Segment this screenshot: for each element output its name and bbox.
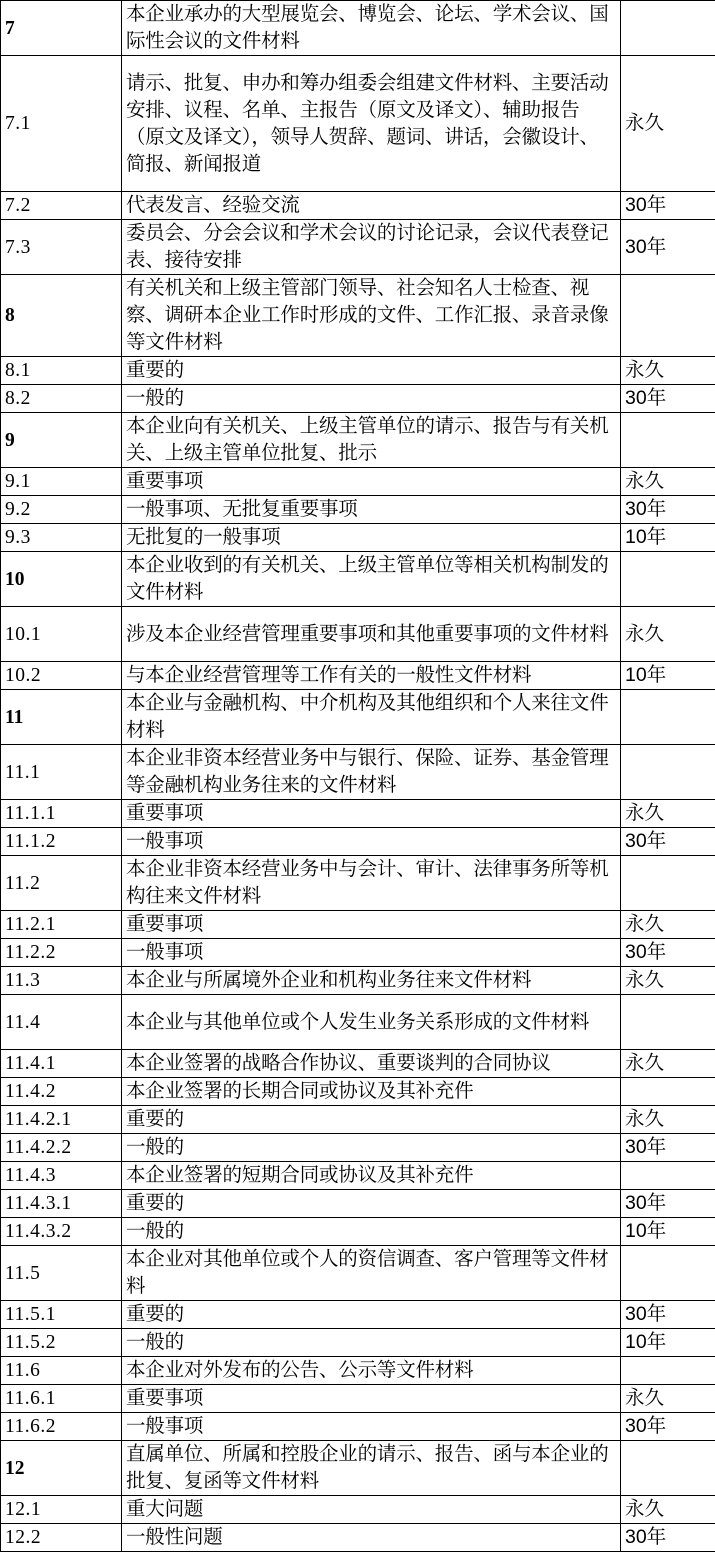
row-retention-term-cell [621,1162,715,1190]
row-retention-term-cell: 10年 [621,1218,715,1246]
row-retention-term-cell: 永久 [621,800,715,828]
table-row [1,220,715,275]
row-code-cell: 8.1 [1,357,122,385]
table-row [1,939,715,967]
row-description-cell: 直属单位、所属和控股企业的请示、报告、函与本企业的批复、复函等文件材料 [122,1441,621,1496]
row-retention-term-cell: 永久 [621,1496,715,1524]
table-row [1,1134,715,1162]
row-retention-term-cell: 30年 [621,939,715,967]
table-row [1,1524,715,1552]
row-code-cell: 12.2 [1,1524,122,1552]
row-description-cell: 一般事项 [122,939,621,967]
table-row [1,828,715,856]
table-row [1,56,715,192]
row-description-cell: 请示、批复、申办和筹办组委会组建文件材料、主要活动安排、议程、名单、主报告（原文及译文）、辅助报告（原文及译文），领导人贺辞、题词、讲话，会徽设计、简报、新闻报道 [122,56,621,192]
table-row [1,800,715,828]
row-code-cell: 11.1.2 [1,828,122,856]
table-row [1,1496,715,1524]
row-retention-term-cell [621,995,715,1050]
row-description-cell: 本企业与其他单位或个人发生业务关系形成的文件材料 [122,995,621,1050]
row-retention-term-cell: 永久 [621,911,715,939]
row-retention-term-cell: 30年 [621,192,715,220]
row-description-cell: 重大问题 [122,1496,621,1524]
row-retention-term-cell [621,275,715,357]
row-code-cell: 11.3 [1,967,122,995]
row-code-cell: 7.2 [1,192,122,220]
row-description-cell: 本企业收到的有关机关、上级主管单位等相关机构制发的文件材料 [122,552,621,607]
row-description-cell: 本企业签署的短期合同或协议及其补充件 [122,1162,621,1190]
row-description-cell: 本企业向有关机关、上级主管单位的请示、报告与有关机关、上级主管单位批复、批示 [122,413,621,468]
row-code-cell: 11.4.3.2 [1,1218,122,1246]
row-code-cell: 8 [1,275,122,357]
row-retention-term-cell: 30年 [621,828,715,856]
row-description-cell: 本企业非资本经营业务中与银行、保险、证券、基金管理等金融机构业务往来的文件材料 [122,745,621,800]
row-description-cell: 重要事项 [122,800,621,828]
row-code-cell: 11.6 [1,1357,122,1385]
row-retention-term-cell: 永久 [621,967,715,995]
row-code-cell: 11.1 [1,745,122,800]
row-description-cell: 重要的 [122,1301,621,1329]
row-retention-term-cell [621,1441,715,1496]
row-code-cell: 11.4.2.1 [1,1106,122,1134]
row-description-cell: 本企业对其他单位或个人的资信调查、客户管理等文件材料 [122,1246,621,1301]
row-code-cell: 11.4 [1,995,122,1050]
row-code-cell: 11.4.1 [1,1050,122,1078]
table-row [1,1078,715,1106]
row-retention-term-cell: 永久 [621,1385,715,1413]
row-retention-term-cell [621,690,715,745]
row-description-cell: 有关机关和上级主管部门领导、社会知名人士检查、视察、调研本企业工作时形成的文件、工作汇报、录音录像等文件材料 [122,275,621,357]
row-code-cell: 10.1 [1,607,122,662]
row-retention-term-cell [621,1357,715,1385]
table-row [1,1441,715,1496]
row-code-cell: 9.1 [1,468,122,496]
row-retention-term-cell [621,1078,715,1106]
table-row [1,552,715,607]
row-code-cell: 7 [1,1,122,56]
row-description-cell: 重要的 [122,1190,621,1218]
row-code-cell: 11.6.2 [1,1413,122,1441]
table-row [1,1246,715,1301]
row-code-cell: 7.3 [1,220,122,275]
table-row [1,1385,715,1413]
row-code-cell: 9.2 [1,496,122,524]
row-retention-term-cell [621,745,715,800]
row-retention-term-cell: 30年 [621,220,715,275]
table-row [1,496,715,524]
row-code-cell: 10 [1,552,122,607]
row-code-cell: 11.2.1 [1,911,122,939]
row-code-cell: 11.1.1 [1,800,122,828]
row-retention-term-cell: 30年 [621,1524,715,1552]
table-row [1,911,715,939]
row-description-cell: 涉及本企业经营管理重要事项和其他重要事项的文件材料 [122,607,621,662]
row-description-cell: 一般的 [122,1218,621,1246]
row-description-cell: 一般性问题 [122,1524,621,1552]
row-retention-term-cell: 10年 [621,1329,715,1357]
row-retention-term-cell [621,552,715,607]
row-retention-term-cell: 30年 [621,1413,715,1441]
row-retention-term-cell [621,856,715,911]
row-description-cell: 本企业承办的大型展览会、博览会、论坛、学术会议、国际性会议的文件材料 [122,1,621,56]
row-code-cell: 11.4.2 [1,1078,122,1106]
row-code-cell: 11.5 [1,1246,122,1301]
row-retention-term-cell [621,1,715,56]
row-retention-term-cell: 永久 [621,468,715,496]
row-code-cell: 9 [1,413,122,468]
row-code-cell: 11.4.3 [1,1162,122,1190]
row-description-cell: 本企业对外发布的公告、公示等文件材料 [122,1357,621,1385]
row-code-cell: 12.1 [1,1496,122,1524]
table-row [1,607,715,662]
row-description-cell: 一般的 [122,1329,621,1357]
row-retention-term-cell: 30年 [621,1301,715,1329]
table-row [1,995,715,1050]
table-row [1,385,715,413]
table-row [1,1,715,56]
row-code-cell: 11.4.2.2 [1,1134,122,1162]
table-row [1,1329,715,1357]
row-description-cell: 一般事项 [122,1413,621,1441]
row-description-cell: 本企业与金融机构、中介机构及其他组织和个人来往文件材料 [122,690,621,745]
table-row [1,1413,715,1441]
table-row [1,1357,715,1385]
row-code-cell: 7.1 [1,56,122,192]
table-body [1,1,715,1552]
table-row [1,1106,715,1134]
row-description-cell: 一般的 [122,1134,621,1162]
row-retention-term-cell: 永久 [621,1050,715,1078]
row-retention-term-cell: 永久 [621,607,715,662]
row-retention-term-cell: 永久 [621,56,715,192]
row-code-cell: 11.6.1 [1,1385,122,1413]
row-code-cell: 10.2 [1,662,122,690]
row-description-cell: 一般事项 [122,828,621,856]
row-description-cell: 无批复的一般事项 [122,524,621,552]
row-retention-term-cell [621,1246,715,1301]
row-retention-term-cell: 30年 [621,1190,715,1218]
table-row [1,690,715,745]
row-code-cell: 8.2 [1,385,122,413]
row-code-cell: 11.4.3.1 [1,1190,122,1218]
row-retention-term-cell: 10年 [621,524,715,552]
table-row [1,357,715,385]
table-row [1,662,715,690]
table-row [1,413,715,468]
row-retention-term-cell: 永久 [621,357,715,385]
table-row [1,524,715,552]
row-description-cell: 本企业签署的战略合作协议、重要谈判的合同协议 [122,1050,621,1078]
row-code-cell: 9.3 [1,524,122,552]
table-row [1,1190,715,1218]
row-description-cell: 本企业与所属境外企业和机构业务往来文件材料 [122,967,621,995]
row-retention-term-cell: 10年 [621,662,715,690]
row-retention-term-cell: 30年 [621,385,715,413]
row-description-cell: 重要事项 [122,1385,621,1413]
row-code-cell: 11.5.1 [1,1301,122,1329]
row-description-cell: 重要的 [122,1106,621,1134]
row-description-cell: 本企业非资本经营业务中与会计、审计、法律事务所等机构往来文件材料 [122,856,621,911]
row-description-cell: 一般的 [122,385,621,413]
row-description-cell: 委员会、分会会议和学术会议的讨论记录，会议代表登记表、接待安排 [122,220,621,275]
row-code-cell: 12 [1,1441,122,1496]
row-code-cell: 11 [1,690,122,745]
row-retention-term-cell: 30年 [621,496,715,524]
row-retention-term-cell: 30年 [621,1134,715,1162]
table-row [1,967,715,995]
table-row [1,1162,715,1190]
row-description-cell: 重要的 [122,357,621,385]
row-description-cell: 重要事项 [122,911,621,939]
row-description-cell: 与本企业经营管理等工作有关的一般性文件材料 [122,662,621,690]
table-row [1,1218,715,1246]
table-row [1,856,715,911]
row-retention-term-cell [621,413,715,468]
row-description-cell: 代表发言、经验交流 [122,192,621,220]
row-description-cell: 重要事项 [122,468,621,496]
table-row [1,745,715,800]
row-description-cell: 一般事项、无批复重要事项 [122,496,621,524]
row-code-cell: 11.5.2 [1,1329,122,1357]
row-description-cell: 本企业签署的长期合同或协议及其补充件 [122,1078,621,1106]
row-retention-term-cell: 永久 [621,1106,715,1134]
table-row [1,275,715,357]
table-row [1,1050,715,1078]
row-code-cell: 11.2.2 [1,939,122,967]
table-row [1,192,715,220]
table-row [1,468,715,496]
table-row [1,1301,715,1329]
row-code-cell: 11.2 [1,856,122,911]
